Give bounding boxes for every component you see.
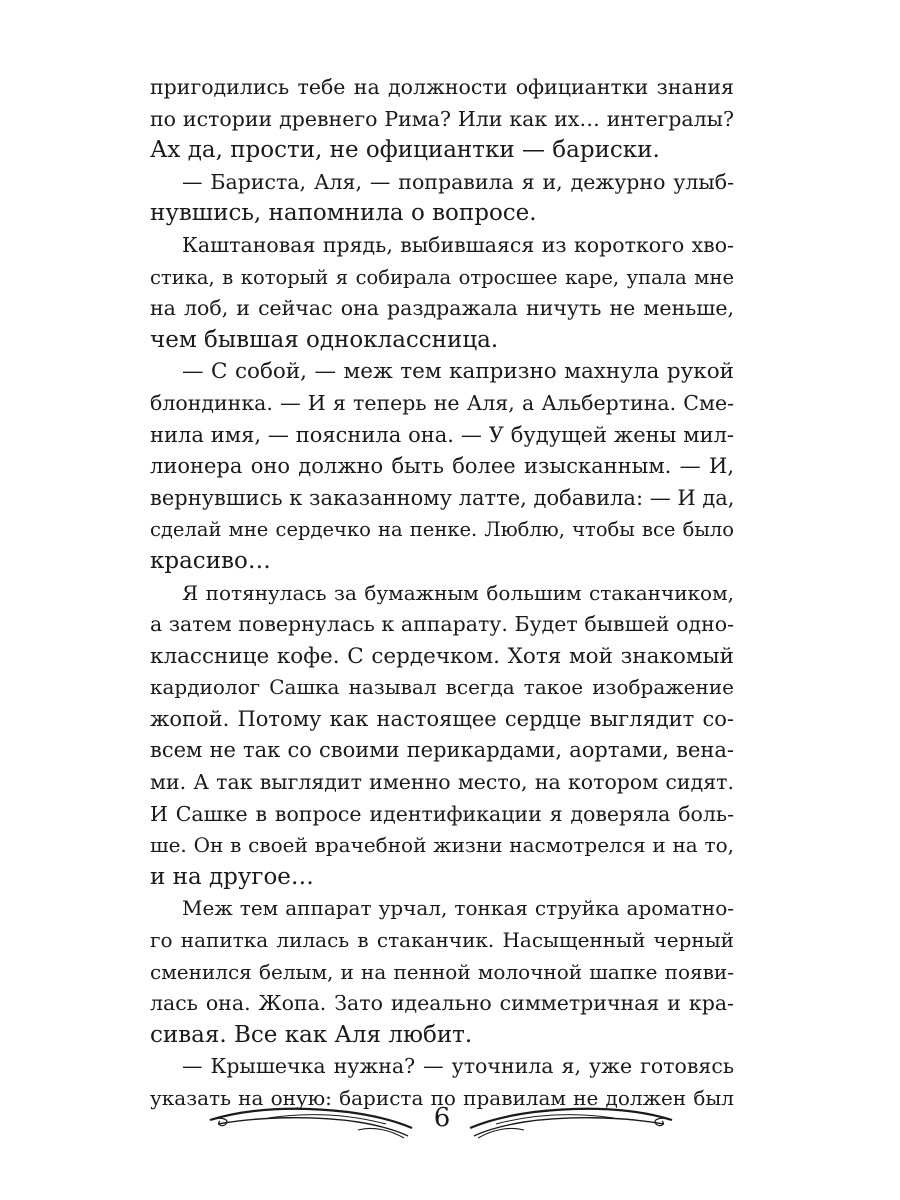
text-line: указать на оную: бариста по правилам не должен был bbox=[150, 1086, 734, 1110]
text-line: блондинка. — И я теперь не Аля, а Альбертина. Сме- bbox=[150, 390, 734, 415]
text-line: ше. Он в своей врачебной жизни насмотрелся и на то, bbox=[150, 833, 734, 858]
page-footer bbox=[0, 1090, 900, 1150]
text-line: го напитка лилась в стаканчик. Насыщенный черный bbox=[150, 928, 734, 953]
left-flourish-icon bbox=[208, 1102, 416, 1142]
text-line: чем бывшая одноклассница. bbox=[150, 326, 499, 353]
text-line: на лоб, и сейчас она раздражала ничуть не меньше, bbox=[150, 296, 734, 321]
text-line: кардиолог Сашка называл всегда такое изображение bbox=[150, 675, 734, 700]
text-line: — Крышечка нужна? — уточнила я, уже готовясь bbox=[182, 1054, 734, 1079]
text-line: всем не так со своими перикардами, аортами, вена- bbox=[150, 738, 734, 763]
text-line: и на другое… bbox=[150, 863, 314, 890]
text-line: сделай мне сердечко на пенке. Люблю, чтобы все было bbox=[150, 518, 734, 542]
text-line: красиво… bbox=[150, 547, 271, 574]
text-line: ми. А так выглядит именно место, на котором сидят. bbox=[150, 770, 734, 795]
text-line: Каштановая прядь, выбившаяся из короткого хво- bbox=[182, 232, 734, 257]
text-line: лионера оно должно быть более изысканным. — И, bbox=[150, 454, 734, 479]
text-line: лась она. Жопа. Зато идеально симметричная и кра- bbox=[150, 991, 734, 1016]
text-line: сивая. Все как Аля любит. bbox=[150, 1021, 473, 1048]
text-line: — С собой, — меж тем капризно махнула рукой bbox=[182, 359, 734, 385]
text-line: Меж тем аппарат урчал, тонкая струйка ароматно- bbox=[182, 896, 734, 921]
text-line: Я потянулась за бумажным большим стаканчиком, bbox=[182, 580, 734, 605]
body-text bbox=[150, 72, 734, 1115]
text-line: Ах да, прости, не официантки — бариски. bbox=[150, 137, 660, 164]
text-line: вернувшись к заказанному латте, добавила: — И да, bbox=[150, 485, 734, 510]
text-line: по истории древнего Рима? Или как их… интегралы? bbox=[150, 106, 734, 131]
text-line: нувшись, напомнила о вопросе. bbox=[150, 200, 537, 227]
right-flourish-icon bbox=[466, 1102, 674, 1142]
text-line: а затем повернулась к аппарату. Будет бывшей одно- bbox=[150, 612, 734, 637]
text-line: сменился белым, и на пенной молочной шапке появи- bbox=[150, 959, 734, 984]
text-line: нила имя, — пояснила она. — У будущей жены мил- bbox=[150, 422, 734, 447]
text-line: стика, в который я собирала отросшее каре, упала мне bbox=[150, 265, 734, 289]
page-number: 6 bbox=[433, 1103, 451, 1133]
text-line: жопой. Потому как настоящее сердце выглядит со- bbox=[150, 706, 734, 731]
text-line: пригодились тебе на должности официантки знания bbox=[150, 75, 734, 99]
text-line: И Сашке в вопросе идентификации я доверяла боль- bbox=[150, 801, 734, 826]
text-line: — Бариста, Аля, — поправила я и, дежурно улыб- bbox=[182, 169, 734, 194]
text-line: класснице кофе. С сердечком. Хотя мой знакомый bbox=[150, 643, 734, 669]
